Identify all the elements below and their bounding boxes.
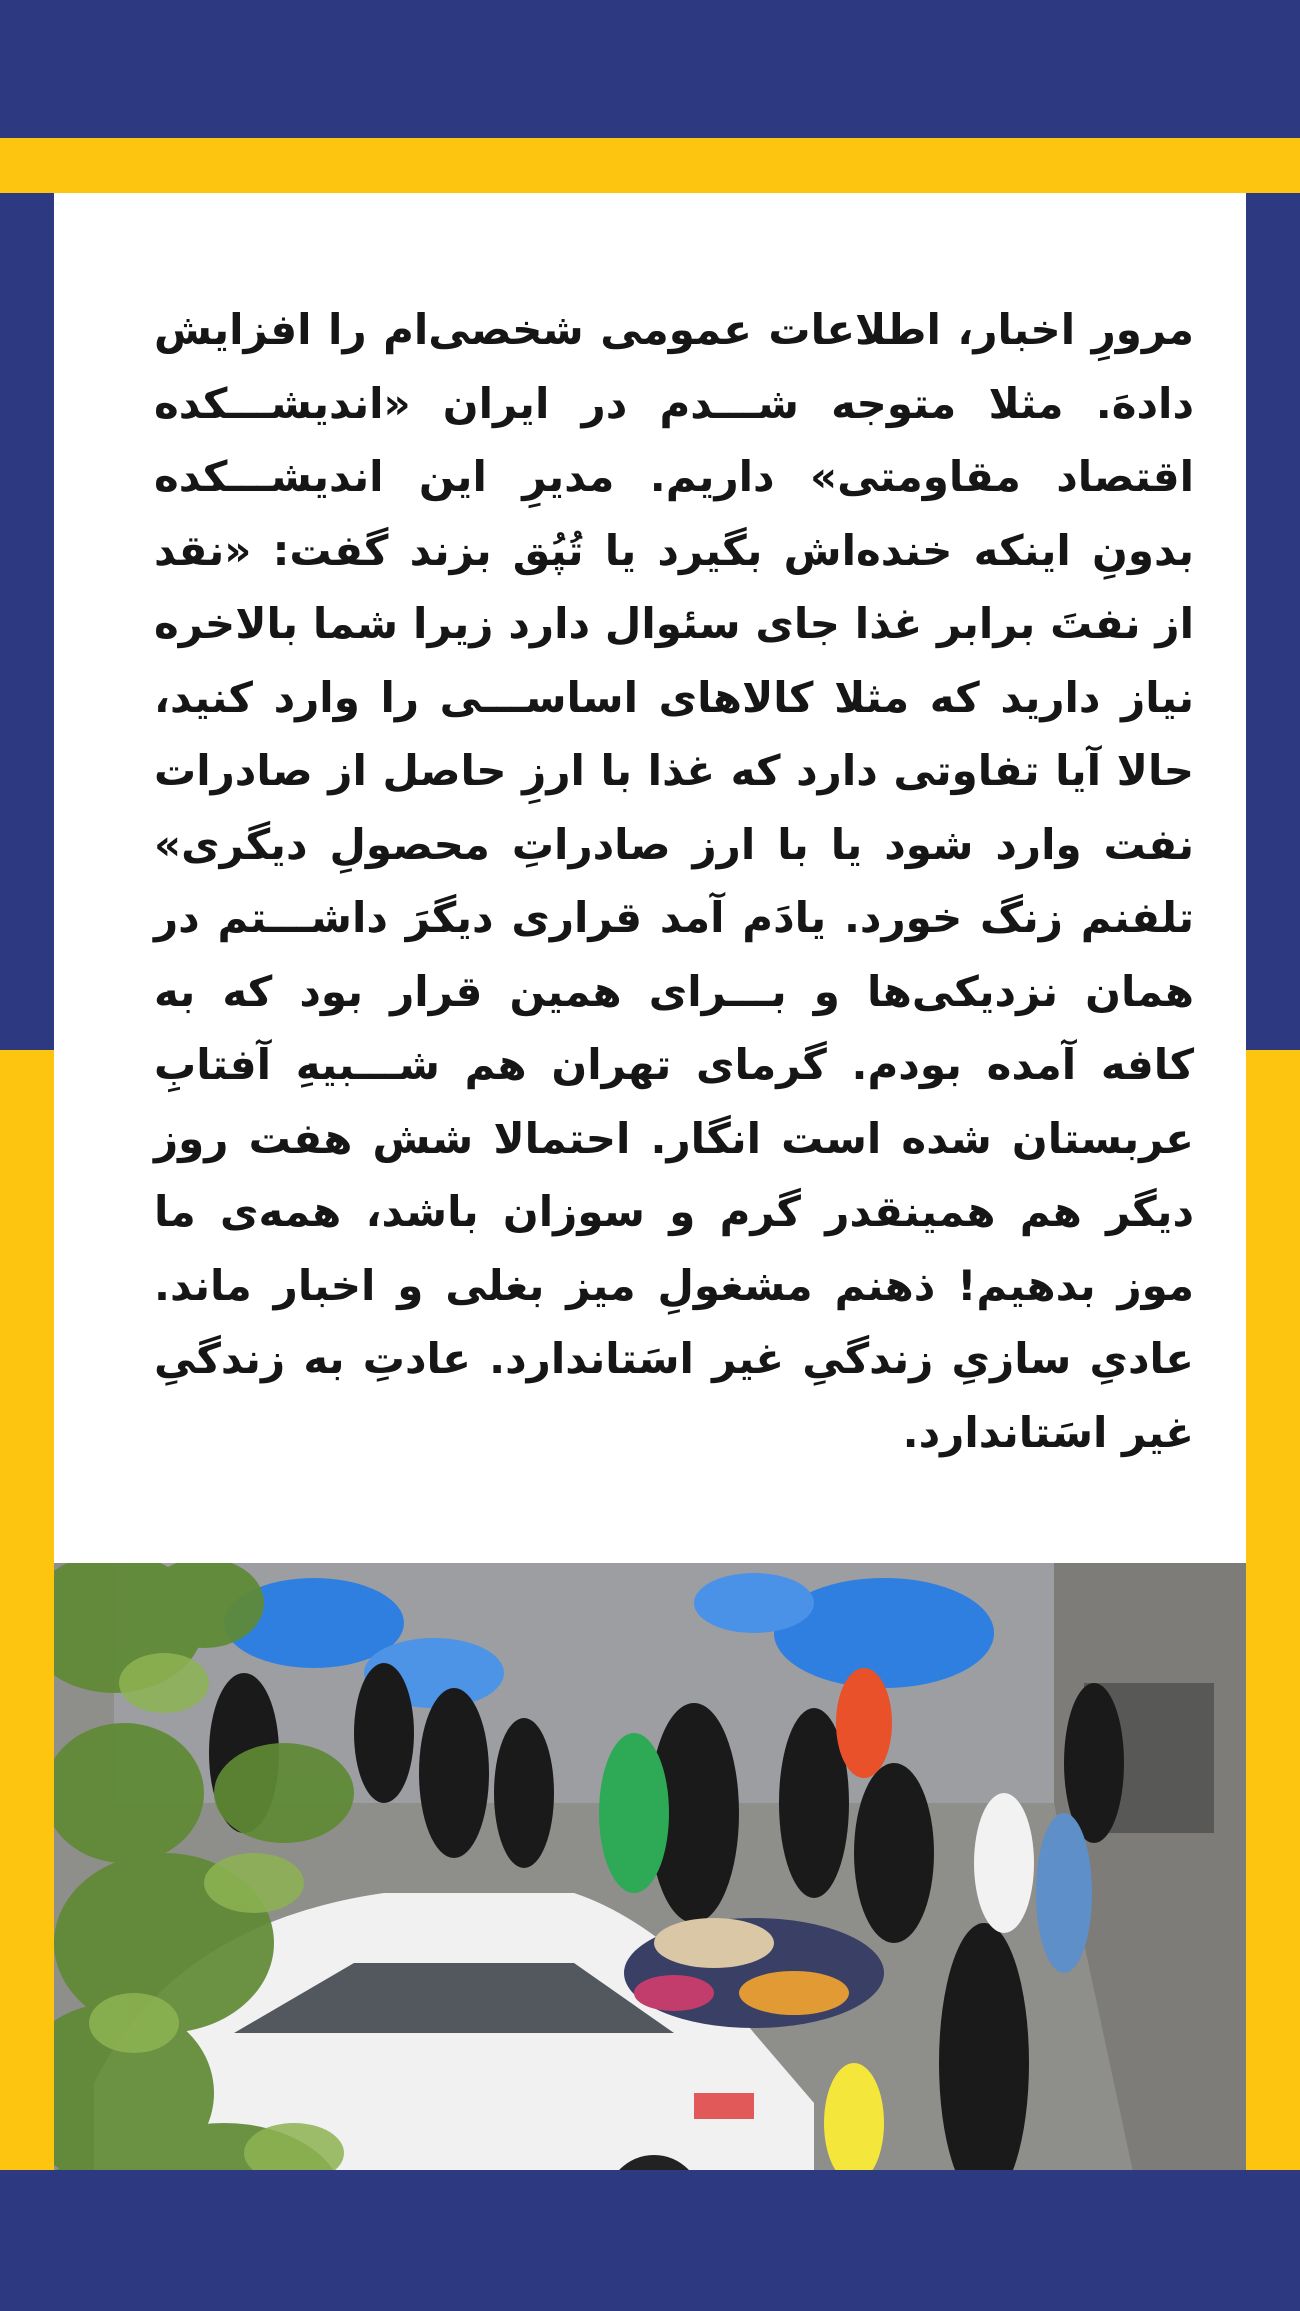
article-body: مرورِ اخبار، اطلاعات عمومی شخصی‌ام را افزایش دادهَ. مثلا متوجه شـــدم در ایران «اندیشـــکده اقتصاد مقاومتی» داریم. مدیرِ این اندیشـــکده بدونِ اینکه خنده‌اش بگیرد یا تُپُق بزند گفت: «نقد از نفتَ برابر غذا جای سئوال دارد زیرا شما بالاخره نیاز دارید که مثلا کالاهای اساســـی را وارد کنید، حالا آیا تفاوتی دارد که غذا با ارزِ حاصل از صادرات نفت وارد شود یا با ارز صادراتِ محصولِ دیگری» تلفنم زنگ خورد. یادَم آمد قراری دیگرَ داشـــتم در همان نزدیکی‌ها و بـــرای همین قرار بود که به کافه آمده بودم. گرمای تهران هم شـــبیهِ آفتابِ عربستان شده است انگار. احتمالا شش هفت روز دیگر هم همینقدر گرم و سوزان باشد، همه‌ی ما موز بدهیم! ذهنم مشغولِ میز بغلی و اخبار ماند. عادیِ سازیِ زندگیِ غیر اسَتاندارد. عادتِ به زندگیِ غیر اسَتاندارد. [154, 305, 1194, 1457]
left-yellow-border [0, 1050, 54, 2170]
street-photo [54, 1563, 1246, 2270]
bottom-navy-band [0, 2170, 1300, 2311]
article-card [54, 193, 1246, 1563]
top-yellow-band [0, 138, 1300, 193]
right-yellow-border [1246, 1050, 1300, 2170]
top-navy-band [0, 0, 1300, 138]
street-photo-illustration [54, 1563, 1246, 2270]
right-navy-border [1246, 193, 1300, 1050]
left-navy-border [0, 193, 54, 1050]
